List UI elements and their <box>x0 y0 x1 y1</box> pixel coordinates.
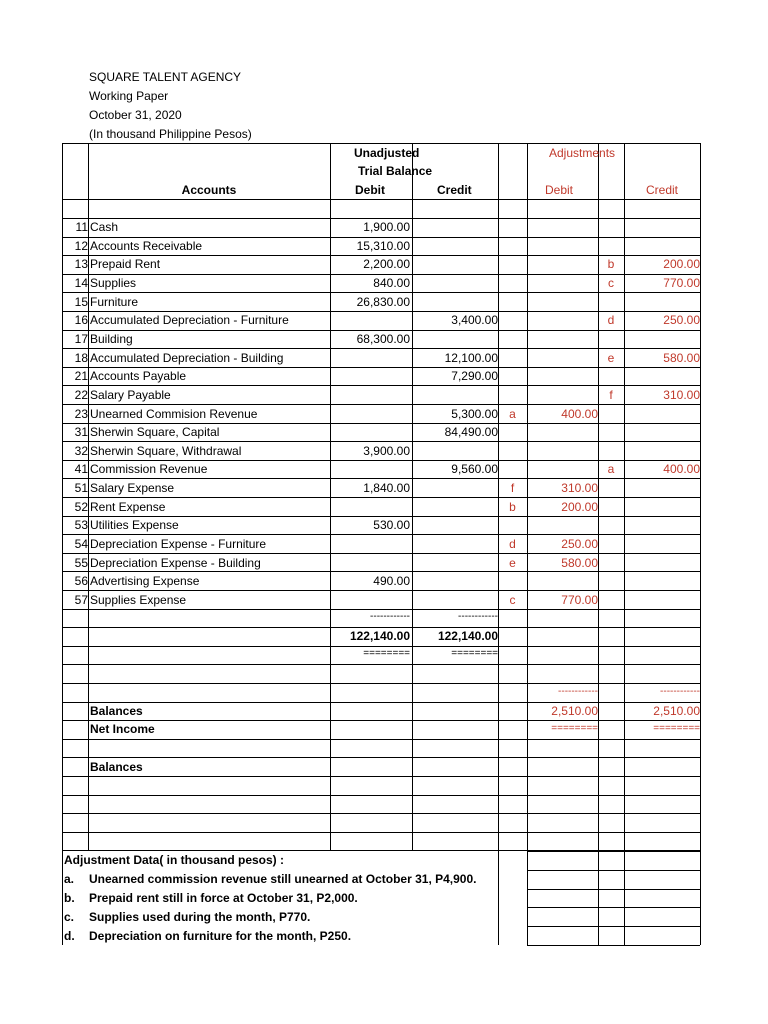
grid-hline <box>62 757 700 758</box>
header-adj-credit: Credit <box>646 183 679 197</box>
grid-vline <box>88 143 89 851</box>
tb-debit-total: 122,140.00 <box>349 629 410 643</box>
grid-hline <box>527 870 700 871</box>
grid-hline <box>527 945 700 946</box>
account-number: 14 <box>74 276 88 290</box>
adjustment-text: Prepaid rent still in force at October 31, P2,000. <box>89 891 358 905</box>
account-number: 54 <box>74 537 88 551</box>
tb-credit-cell: 12,100.00 <box>444 351 498 365</box>
account-number: 41 <box>74 462 88 476</box>
balances-label-2: Balances <box>90 760 143 774</box>
account-name: Sherwin Square, Withdrawal <box>90 444 242 458</box>
account-number: 11 <box>75 220 88 234</box>
adj-debit-ref: c <box>509 593 516 607</box>
account-name: Accumulated Depreciation - Furniture <box>90 313 289 327</box>
adjustment-letter: b. <box>64 891 75 905</box>
tb-debit-cell: 3,900.00 <box>363 444 410 458</box>
tb-debit-cell: 15,310.00 <box>356 239 410 253</box>
adj-debit-ref: a <box>509 407 516 421</box>
grid-vline <box>624 851 625 945</box>
adj-debit-total: 2,510.00 <box>551 704 598 718</box>
account-number: 23 <box>74 407 88 421</box>
account-number: 21 <box>74 369 88 383</box>
account-name: Accounts Receivable <box>90 239 203 253</box>
account-number: 57 <box>74 593 88 607</box>
account-number: 12 <box>74 239 88 253</box>
grid-vline <box>498 851 499 945</box>
account-number: 17 <box>74 332 88 346</box>
account-name: Supplies Expense <box>90 593 187 607</box>
adj-credit-ref: b <box>607 257 615 271</box>
units-note: (In thousand Philippine Pesos) <box>89 127 252 141</box>
adjustment-letter: c. <box>64 910 75 924</box>
adj-debit-double-rule: ======== <box>551 723 598 734</box>
adj-debit-ref: b <box>509 500 516 514</box>
grid-hline <box>62 813 700 814</box>
account-number: 51 <box>74 481 88 495</box>
account-name: Building <box>90 332 133 346</box>
adj-credit-ref: c <box>608 276 614 290</box>
grid-hline <box>527 889 700 890</box>
adj-credit-ref: e <box>607 351 615 365</box>
tb-credit-cell: 7,290.00 <box>451 369 498 383</box>
tb-debit-cell: 1,840.00 <box>363 481 410 495</box>
account-number: 52 <box>74 500 88 514</box>
grid-hline <box>62 776 700 777</box>
adj-debit-cell: 580.00 <box>561 556 598 570</box>
adj-credit-cell: 200.00 <box>663 257 700 271</box>
account-number: 18 <box>74 351 88 365</box>
grid-hline <box>62 795 700 796</box>
header-tb-credit: Credit <box>437 183 472 197</box>
tb-credit-cell: 84,490.00 <box>444 425 498 439</box>
header-adj-debit: Debit <box>545 183 574 197</box>
grid-vline <box>527 143 528 851</box>
header-unadjusted: Unadjusted <box>354 146 420 160</box>
adjustment-letter: a. <box>64 872 75 886</box>
tb-debit-cell: 26,830.00 <box>356 295 410 309</box>
adj-credit-ref: d <box>607 313 615 327</box>
net-income-label: Net Income <box>90 722 155 736</box>
account-number: 15 <box>74 295 88 309</box>
adj-credit-cell: 250.00 <box>663 313 700 327</box>
grid-hline <box>62 683 700 684</box>
account-number: 56 <box>74 574 88 588</box>
adjustment-letter: d. <box>64 929 75 943</box>
grid-hline <box>527 926 700 927</box>
grid-hline <box>62 702 700 703</box>
header-tb-debit: Debit <box>355 183 385 197</box>
adj-credit-ref: a <box>607 462 615 476</box>
adj-debit-cell: 310.00 <box>561 481 598 495</box>
account-number: 32 <box>74 444 88 458</box>
account-name: Sherwin Square, Capital <box>90 425 220 439</box>
tb-credit-dashes: ------------ <box>458 611 498 622</box>
tb-credit-cell: 3,400.00 <box>451 313 498 327</box>
grid-vline <box>624 143 625 851</box>
account-number: 31 <box>74 425 88 439</box>
tb-credit-total: 122,140.00 <box>437 629 498 643</box>
account-name: Supplies <box>90 276 137 290</box>
grid-hline <box>527 907 700 908</box>
account-name: Accounts Payable <box>90 369 187 383</box>
adj-credit-double-rule: ======== <box>653 723 700 734</box>
tb-debit-cell: 1,900.00 <box>363 220 410 234</box>
header-adjustments: Adjustments <box>549 146 616 160</box>
grid-hline <box>527 851 700 852</box>
grid-vline <box>700 143 701 851</box>
tb-debit-cell: 2,200.00 <box>363 257 410 271</box>
account-name: Depreciation Expense - Building <box>90 556 261 570</box>
balances-label: Balances <box>90 704 143 718</box>
grid-hline <box>62 739 700 740</box>
tb-debit-cell: 68,300.00 <box>356 332 410 346</box>
adjustment-text: Supplies used during the month, P770. <box>89 910 311 924</box>
grid-vline <box>498 143 499 851</box>
tb-debit-cell: 530.00 <box>373 518 410 532</box>
adj-debit-ref: f <box>510 481 515 495</box>
account-name: Rent Expense <box>90 500 166 514</box>
account-name: Salary Payable <box>90 388 171 402</box>
adj-debit-ref: e <box>509 556 516 570</box>
adjustment-data-title: Adjustment Data( in thousand pesos) : <box>64 853 285 867</box>
account-number: 16 <box>74 313 88 327</box>
grid-hline <box>62 664 700 665</box>
adjustment-text: Unearned commission revenue still unearned at October 31, P4,900. <box>89 872 477 886</box>
account-name: Unearned Commision Revenue <box>90 407 258 421</box>
account-number: 53 <box>74 518 88 532</box>
adjustment-text: Depreciation on furniture for the month, P250. <box>89 929 352 943</box>
document-title: Working Paper <box>89 89 169 103</box>
grid-vline <box>700 851 701 945</box>
account-name: Salary Expense <box>90 481 175 495</box>
adj-credit-cell: 310.00 <box>663 388 700 402</box>
grid-vline <box>62 851 63 945</box>
tb-debit-double-rule: ======== <box>363 648 410 659</box>
account-number: 22 <box>74 388 88 402</box>
company-name: SQUARE TALENT AGENCY <box>89 70 242 84</box>
header-trial-balance: Trial Balance <box>358 164 433 178</box>
adj-debit-ref: d <box>509 537 516 551</box>
account-number: 13 <box>74 257 88 271</box>
adj-debit-cell: 250.00 <box>561 537 598 551</box>
account-name: Accumulated Depreciation - Building <box>90 351 284 365</box>
account-name: Cash <box>90 220 119 234</box>
account-name: Depreciation Expense - Furniture <box>90 537 267 551</box>
adj-credit-dashes: ------------ <box>660 686 700 697</box>
account-name: Furniture <box>90 295 139 309</box>
grid-vline <box>598 851 599 945</box>
tb-credit-cell: 9,560.00 <box>451 462 498 476</box>
adj-debit-cell: 200.00 <box>561 500 598 514</box>
tb-debit-dashes: ------------ <box>370 611 410 622</box>
adj-credit-cell: 580.00 <box>663 351 700 365</box>
grid-vline <box>412 143 413 851</box>
grid-vline <box>527 851 528 945</box>
adj-credit-ref: f <box>609 388 613 402</box>
adj-debit-dashes: ------------ <box>558 686 598 697</box>
adj-debit-cell: 770.00 <box>561 593 598 607</box>
account-number: 55 <box>74 556 88 570</box>
tb-credit-double-rule: ======== <box>451 648 498 659</box>
account-name: Utilities Expense <box>90 518 179 532</box>
account-name: Prepaid Rent <box>90 257 161 271</box>
header-accounts: Accounts <box>181 183 237 197</box>
adj-credit-cell: 400.00 <box>663 462 700 476</box>
account-name: Commission Revenue <box>90 462 208 476</box>
adj-credit-cell: 770.00 <box>663 276 700 290</box>
tb-credit-cell: 5,300.00 <box>451 407 498 421</box>
tb-debit-cell: 840.00 <box>373 276 410 290</box>
tb-debit-cell: 490.00 <box>373 574 410 588</box>
grid-hline <box>62 832 700 833</box>
grid-hline <box>62 720 700 721</box>
grid-vline <box>598 143 599 851</box>
adj-credit-total: 2,510.00 <box>653 704 700 718</box>
grid-hline <box>62 199 700 200</box>
account-name: Advertising Expense <box>90 574 200 588</box>
adj-debit-cell: 400.00 <box>561 407 598 421</box>
report-date: October 31, 2020 <box>89 108 182 122</box>
